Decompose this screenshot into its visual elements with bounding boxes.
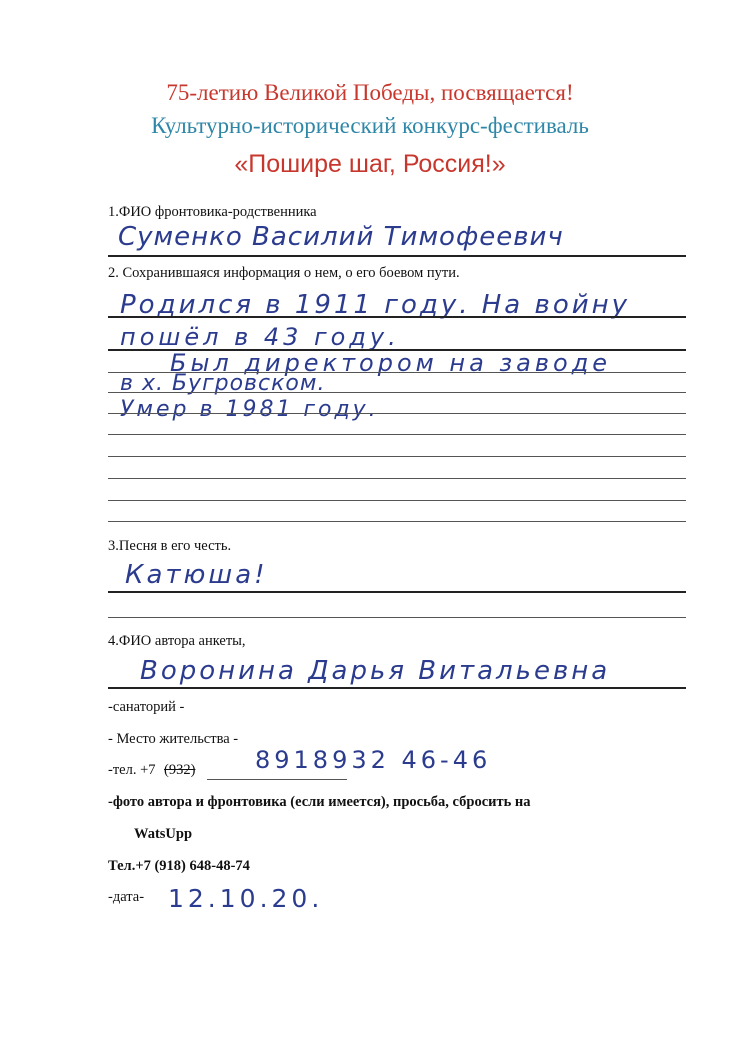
section1-label: 1.ФИО фронтовика-родственника — [108, 204, 317, 220]
author-name: Воронина Дарья Витальевна — [140, 656, 611, 686]
residence-label: - Место жительства - — [108, 731, 239, 747]
info-rule-10 — [108, 521, 686, 522]
photo-note: -фото автора и фронтовика (если имеется), просьба, сбросить на — [108, 794, 531, 810]
info-rule-8 — [108, 478, 686, 479]
header-title: 75-летию Великой Победы, посвящается! — [166, 80, 574, 105]
section3-label: 3.Песня в его честь. — [108, 538, 232, 554]
info-line-1: Родился в 1911 году. На войну — [120, 290, 631, 320]
section3-rule-1 — [108, 591, 686, 593]
info-line-4: в х. Бугровском. — [120, 371, 326, 396]
info-line-5: Умер в 1981 году. — [120, 397, 379, 422]
section4-rule — [108, 687, 686, 689]
date-label: -дата- — [108, 889, 145, 905]
info-line-2: пошёл в 43 году. — [120, 323, 400, 351]
sanatorium-label: -санаторий - — [108, 699, 185, 715]
info-rule-5 — [108, 413, 686, 414]
info-rule-4 — [108, 392, 686, 393]
contact-phone: Тел.+7 (918) 648-48-74 — [108, 858, 250, 874]
header-subtitle: Культурно-исторический конкурс-фестиваль — [151, 113, 589, 138]
info-rule-9 — [108, 500, 686, 501]
watsupp-label: WatsUpp — [134, 826, 193, 842]
info-line-3: Был директором на заводе — [170, 349, 612, 377]
phone-label: -тел. +7 — [108, 762, 156, 778]
date-value: 12.10.20. — [168, 884, 324, 913]
phone-struck-code: (932) — [164, 762, 196, 778]
phone-number: 8918932 46-46 — [255, 746, 492, 774]
festival-name: «Пошире шаг, Россия!» — [234, 150, 506, 178]
info-rule-1 — [108, 316, 686, 318]
info-rule-6 — [108, 434, 686, 435]
section2-label: 2. Сохранившаяся информация о нем, о его боевом пути. — [108, 265, 460, 281]
section4-label: 4.ФИО автора анкеты, — [108, 633, 246, 649]
phone-underline — [207, 779, 347, 780]
info-rule-3 — [108, 372, 686, 373]
section3-rule-2 — [108, 617, 686, 618]
song-title: Катюша! — [125, 560, 268, 590]
section1-rule — [108, 255, 686, 257]
veteran-name: Суменко Василий Тимофеевич — [118, 222, 564, 252]
info-rule-7 — [108, 456, 686, 457]
